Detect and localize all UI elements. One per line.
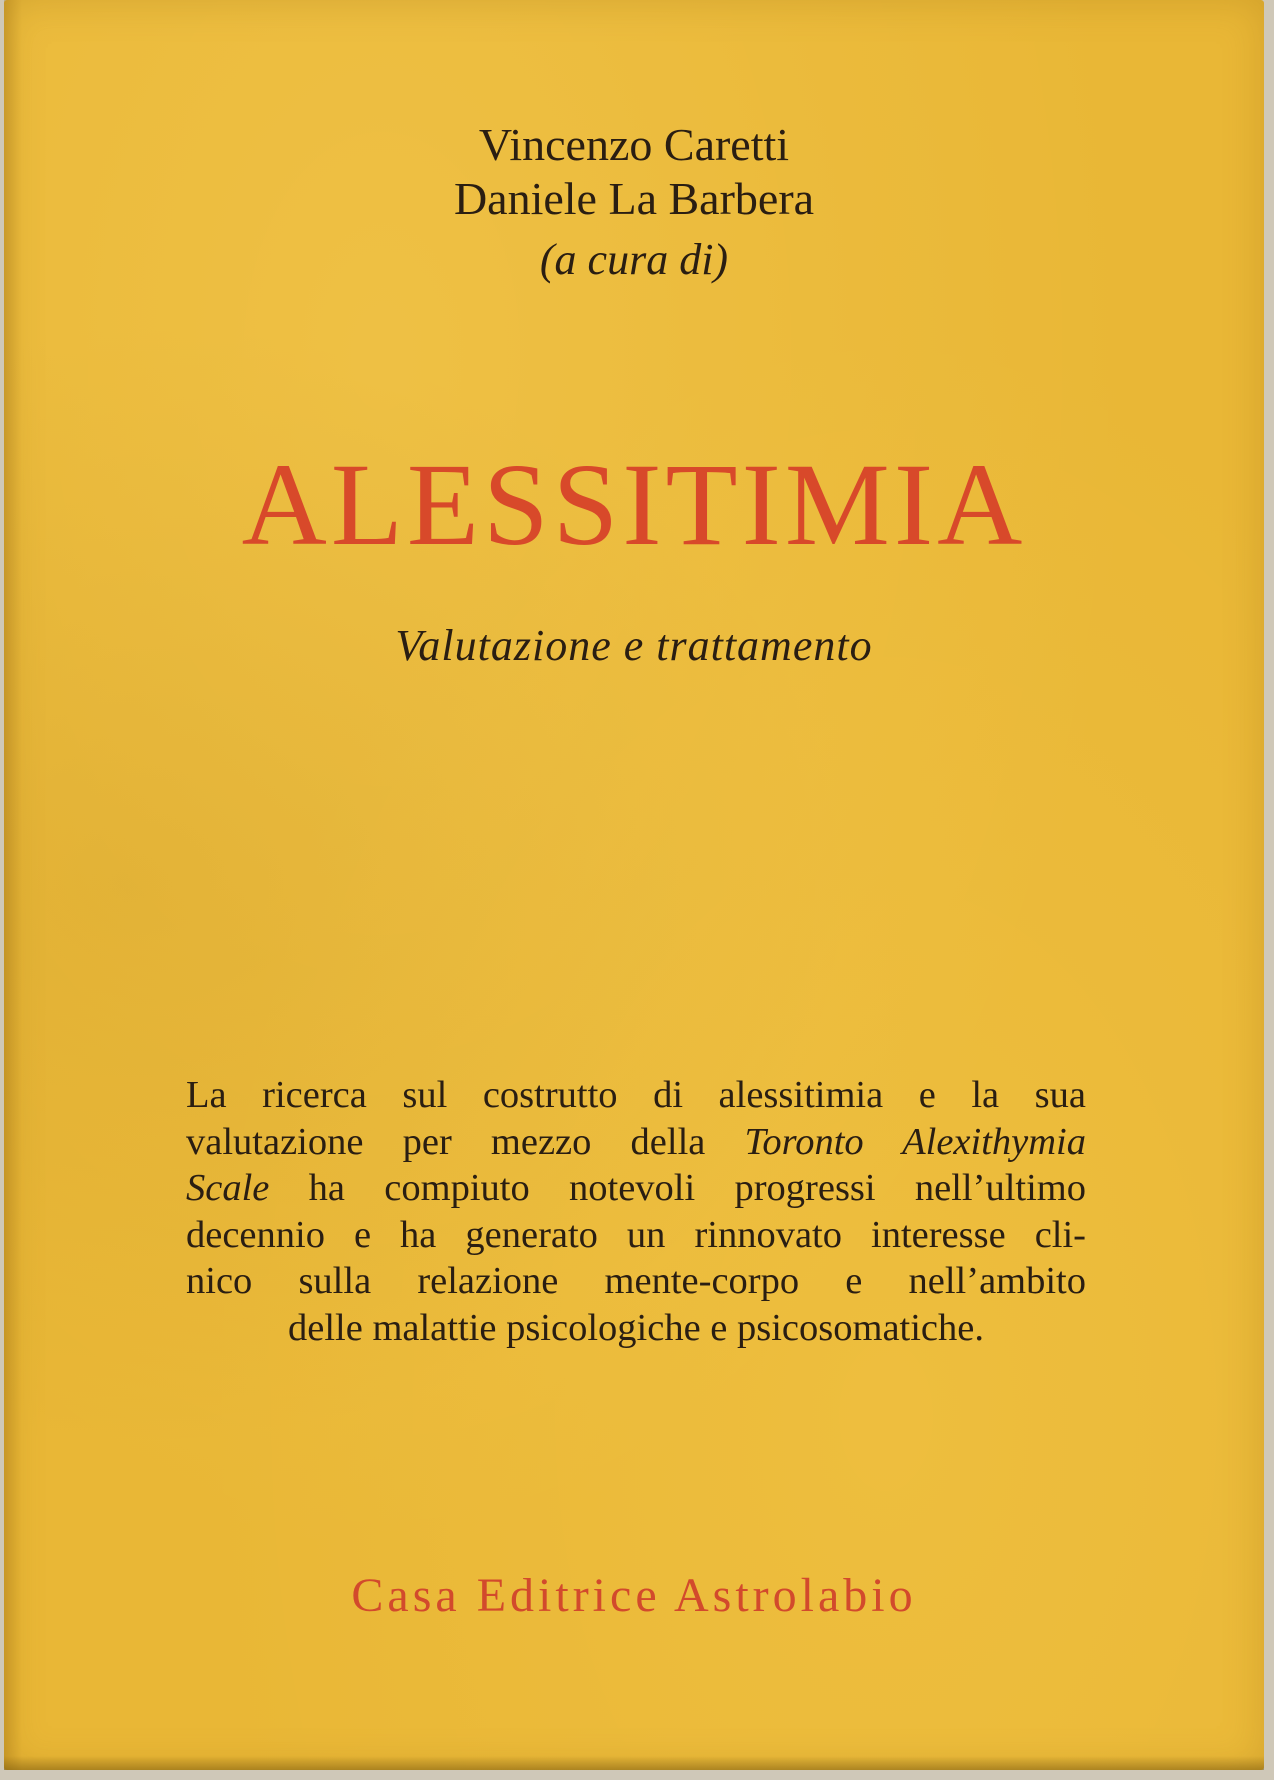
cover-bottom-shadow	[4, 1756, 1264, 1770]
book-cover	[4, 0, 1264, 1770]
blurb-italic-text: Scale	[186, 1167, 270, 1209]
author-1: Vincenzo Caretti	[478, 119, 790, 170]
blurb-text: La ricerca sul costrutto di alessitimia e la sua	[186, 1074, 1086, 1116]
publisher: Casa Editrice Astrolabio	[351, 1569, 917, 1622]
blurb-text: delle malattie psicologiche e psicosomatiche.	[288, 1306, 984, 1349]
blurb-text: decennio e ha generato un rinnovato interesse cli-	[186, 1213, 1086, 1256]
blurb-text: valutazione per mezzo della	[186, 1120, 745, 1163]
blurb-line	[186, 1165, 1086, 1212]
cover-blurb	[186, 1072, 1086, 1351]
blurb-line	[186, 1258, 1086, 1305]
blurb-line	[186, 1305, 1086, 1352]
book-subtitle: Valutazione e trattamento	[395, 621, 873, 670]
blurb-line	[186, 1119, 1086, 1166]
blurb-line	[186, 1072, 1086, 1119]
blurb-italic-text: Toronto Alexithymia	[744, 1120, 1086, 1163]
author-2: Daniele La Barbera	[453, 173, 815, 224]
blurb-line	[186, 1212, 1086, 1259]
blurb-text: nico sulla relazione mente-corpo e nell’ambito	[186, 1260, 1086, 1302]
authors	[4, 118, 1264, 226]
book-title: ALESSITIMIA	[241, 439, 1027, 570]
blurb-text: ha compiuto notevoli progressi nell’ultimo	[269, 1167, 1086, 1209]
editor-note: (a cura di)	[539, 235, 729, 284]
